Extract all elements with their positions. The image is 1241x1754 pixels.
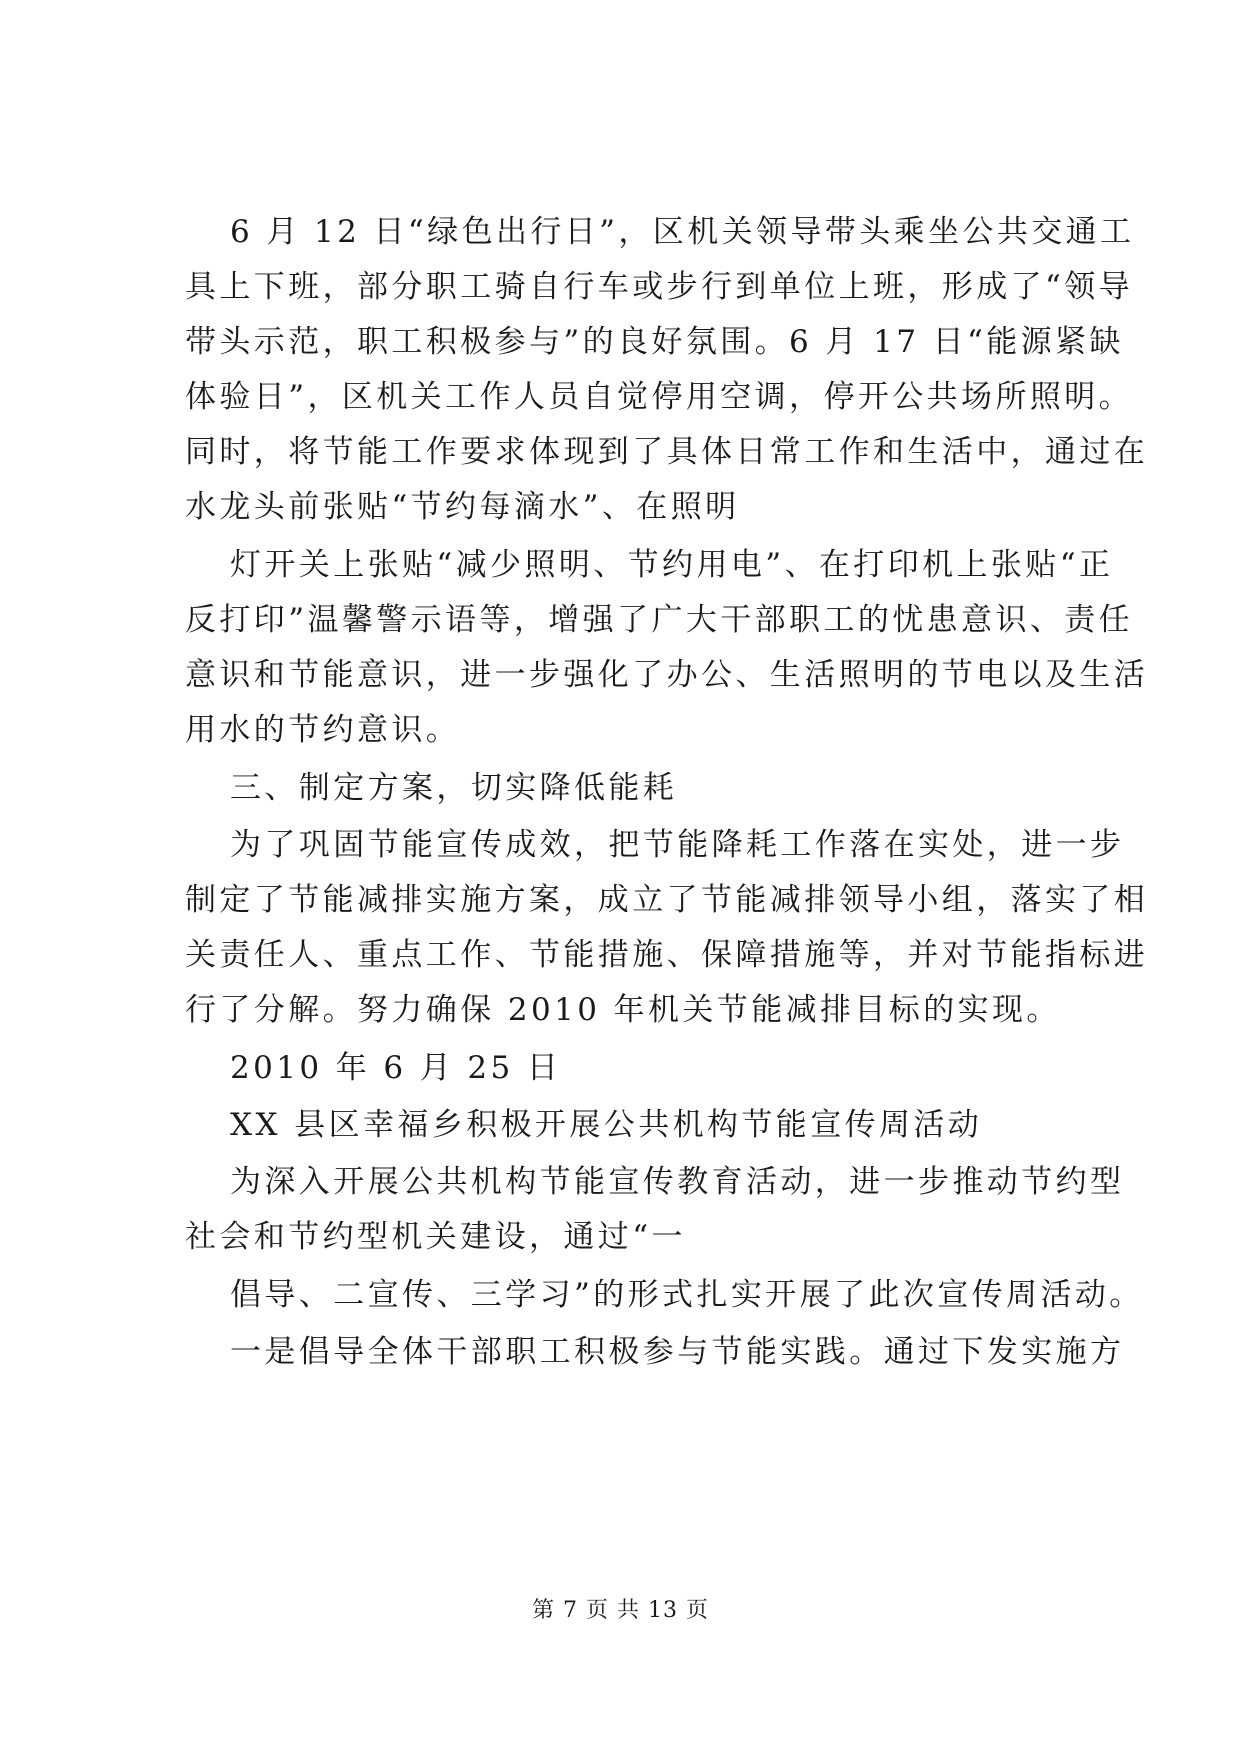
paragraph-line-20: 倡导、二宣传、三学习”的形式扎实开展了此次宣传周活动。 (230, 1277, 1144, 1313)
article-title: XX 县区幸福乡积极开展公共机构节能宣传周活动 (230, 1107, 983, 1143)
paragraph-line-3: 带头示范，职工积极参与”的良好氛围。6 月 17 日“能源紧缺 (185, 324, 1124, 360)
paragraph-line-21: 一是倡导全体干部职工积极参与节能实践。通过下发实施方 (230, 1334, 1125, 1370)
paragraph-line-2: 具上下班，部分职工骑自行车或步行到单位上班，形成了“领导 (185, 269, 1134, 305)
page-footer: 第 7 页 共 13 页 (532, 1598, 709, 1623)
paragraph-line-4: 体验日”，区机关工作人员自觉停用空调，停开公共场所照明。 (185, 379, 1134, 415)
paragraph-line-14: 关责任人、重点工作、节能措施、保障措施等，并对节能指标进 (185, 937, 1149, 973)
paragraph-line-15: 行了分解。努力确保 2010 年机关节能减排目标的实现。 (185, 992, 1061, 1028)
paragraph-line-1: 6 月 12 日“绿色出行日”，区机关领导带头乘坐公共交通工 (230, 214, 1135, 250)
date-line: 2010 年 6 月 25 日 (230, 1050, 562, 1086)
paragraph-line-13: 制定了节能减排实施方案，成立了节能减排领导小组，落实了相 (185, 882, 1149, 918)
section-heading: 三、制定方案，切实降低能耗 (230, 770, 678, 806)
paragraph-line-5: 同时，将节能工作要求体现到了具体日常工作和生活中，通过在 (185, 434, 1149, 470)
paragraph-line-18: 为深入开展公共机构节能宣传教育活动，进一步推动节约型 (230, 1164, 1125, 1200)
paragraph-line-7: 灯开关上张贴“减少照明、节约用电”、在打印机上张贴“正 (230, 547, 1114, 583)
paragraph-line-10: 用水的节约意识。 (185, 712, 461, 748)
paragraph-line-8: 反打印”温馨警示语等，增强了广大干部职工的忧患意识、责任 (185, 602, 1134, 638)
paragraph-line-19: 社会和节约型机关建设，通过“一 (185, 1219, 686, 1255)
paragraph-line-6: 水龙头前张贴“节约每滴水”、在照明 (185, 489, 740, 525)
paragraph-line-12: 为了巩固节能宣传成效，把节能降耗工作落在实处，进一步 (230, 827, 1125, 863)
paragraph-line-9: 意识和节能意识，进一步强化了办公、生活照明的节电以及生活 (185, 657, 1149, 693)
